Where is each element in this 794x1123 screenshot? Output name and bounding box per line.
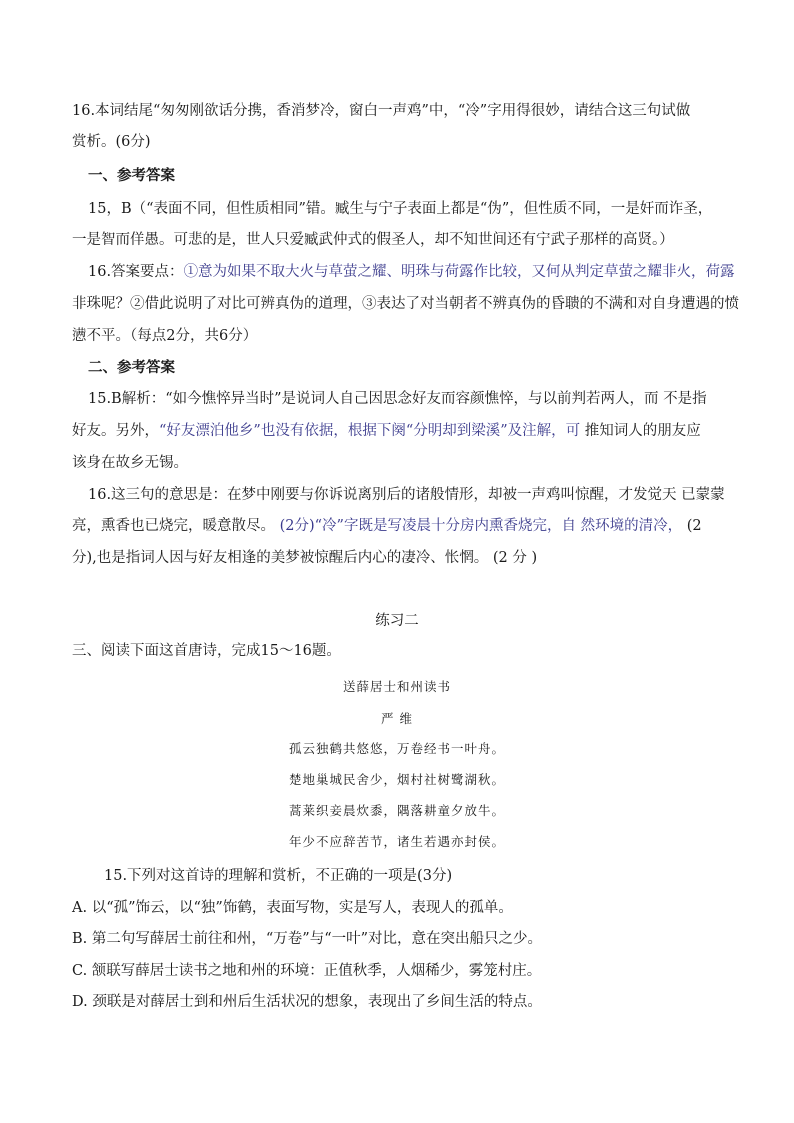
- answer2-q16-text-b: (2: [682, 518, 702, 534]
- poem-line-4: 年少不应辞苦节，诸生若遇亦封侯。: [288, 834, 505, 849]
- answer2-q15-line-2: [72, 421, 722, 441]
- exercise-title: 练习二: [375, 613, 419, 629]
- option-b: B. 第二句写薛居士前往和州，“万卷”与“一叶”对比，意在突出船只之少。: [72, 931, 543, 947]
- q16-line-2: 赏析。(6分): [72, 134, 151, 150]
- poem-line-3: 蒿莱织妾晨炊黍，隅落耕童夕放牛。: [288, 803, 505, 818]
- answer1-q16-label: 16.答案要点：: [88, 264, 184, 280]
- answer1-q16-highlight: ①意为如果不取大火与草萤之耀、明珠与荷露作比较，又何从判定草萤之耀非火，荷露: [183, 264, 735, 280]
- answer2-q15-text-a: 好友。另外，: [72, 423, 159, 439]
- option-a: A. 以“孤”饰云，以“独”饰鹤，表面写物，实是写人，表现人的孤单。: [72, 900, 513, 916]
- q16-line-1: 16.本词结尾“匆匆刚欲话分携，香消梦冷，窗白一声鸡”中，“冷”字用得很妙，请结合这三句试做: [72, 103, 691, 119]
- poem-line-1: 孤云独鹤共悠悠，万卷经书一叶舟。: [288, 741, 505, 756]
- answer1-q15-line-2: 一是智而佯愚。可悲的是，世人只爱臧武仲式的假圣人，却不知世间还有宁武子那样的高贤。）: [72, 232, 674, 248]
- answer2-q15-line-1: 15.B解析：“如今憔悴异当时”是说词人自己因思念好友而容颜憔悴，与以前判若两人，而 不是指: [88, 391, 707, 407]
- answer2-q16-line-3: 分),也是指词人因与好友相逢的美梦被惊醒后内心的凄冷、怅惘。 (2 分 ): [72, 550, 538, 566]
- answer1-q15-line-1: 15，B（“表面不同，但性质相同”错。臧生与宁子表面上都是“伪”，但性质不同，一是奸而诈圣，: [88, 201, 713, 217]
- answer1-q16-line-3: 懑不平。（每点2分，共6分）: [72, 328, 258, 344]
- answer2-q16-highlight: (2分)“冷”字既是写凌晨十分房内熏香烧完，自 然环境的清冷，: [275, 518, 683, 534]
- option-c: C. 颔联写薛居士读书之地和州的环境：正值秋季，人烟稀少，雾笼村庄。: [72, 963, 542, 979]
- poem-line-2: 楚地巢城民舍少，烟村社树鹭湖秋。: [288, 772, 505, 787]
- answer2-heading: 二、参考答案: [88, 359, 175, 376]
- poem-author: 严 维: [381, 711, 413, 726]
- answer2-q15-line-3: 该身在故乡无锡。: [72, 455, 188, 471]
- poem-title: 送薛居士和州读书: [342, 679, 451, 694]
- answer2-q16-line-2: [72, 516, 722, 536]
- answer2-q16-text-a: 亮，熏香也已烧完，暖意散尽。: [72, 518, 275, 534]
- exercise-instruction: 三、阅读下面这首唐诗，完成15～16题。: [72, 643, 341, 659]
- answer1-heading: 一、参考答案: [88, 167, 175, 184]
- answer1-q16-line-1: [88, 262, 738, 282]
- option-d: D. 颈联是对薛居士到和州后生活状况的想象，表现出了乡间生活的特点。: [72, 994, 542, 1010]
- answer1-q16-line-2: 非珠呢？②借此说明了对比可辨真伪的道理，③表达了对当朝者不辨真伪的昏聩的不满和对自身遭遇的愤: [72, 296, 739, 312]
- answer2-q15-text-b: 推知词人的朋友应: [580, 423, 701, 439]
- question-15: 15.下列对这首诗的理解和赏析，不正确的一项是(3分): [104, 868, 453, 884]
- answer2-q16-line-1: 16.这三句的意思是：在梦中刚要与你诉说离别后的诸般情形，却被一声鸡叫惊醒，才发觉天 已蒙蒙: [88, 487, 725, 503]
- answer2-q15-highlight: “好友漂泊他乡”也没有依据，根据下阕“分明却到梁溪”及注解，可: [159, 423, 581, 439]
